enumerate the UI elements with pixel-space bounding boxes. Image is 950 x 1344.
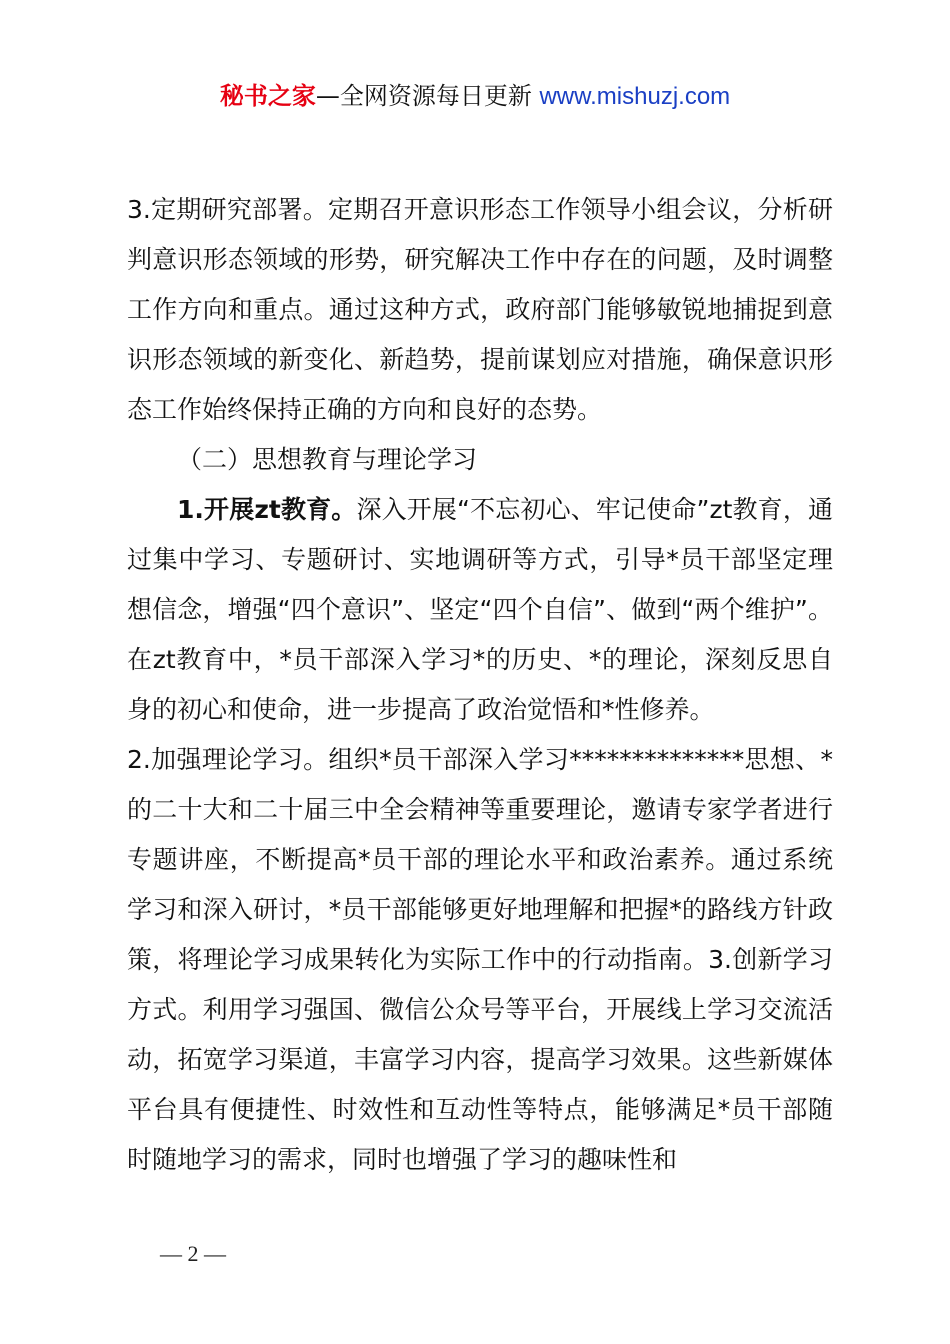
site-tagline: —全网资源每日更新 — [315, 82, 532, 110]
paragraph-education — [127, 485, 833, 735]
paragraph-education-lead: 1.开展zt教育。 — [177, 495, 357, 524]
document-body — [127, 185, 833, 1185]
site-brand: 秘书之家 — [219, 82, 316, 110]
site-watermark-header — [0, 80, 950, 113]
paragraph-education-body: 深入开展“不忘初心、牢记使命”zt教育，通过集中学习、专题研讨、实地调研等方式，引导*员干部坚定理想信念，增强“四个意识”、坚定“四个自信”、做到“两个维护”。在zt教育中，*员干部深入学习*的历史、*的理论，深刻反思自身的初心和使命，进一步提高了政治觉悟和*性修养。 — [127, 495, 833, 724]
site-url-link[interactable]: www.mishuzj.com — [539, 83, 731, 110]
section-heading: （二）思想教育与理论学习 — [177, 445, 478, 474]
paragraph-regular-research: 3.定期研究部署。定期召开意识形态工作领导小组会议，分析研判意识形态领域的形势，研究解决工作中存在的问题，及时调整工作方向和重点。通过这种方式，政府部门能够敏锐地捕捉到意识形态领域的新变化、新趋势，提前谋划应对措施，确保意识形态工作始终保持正确的方向和良好的态势。 — [127, 195, 833, 424]
page-number: — 2 — — [160, 1241, 226, 1266]
paragraph-theory-study: 2.加强理论学习。组织*员干部深入学习**************思想、*的二十大和二十届三中全会精神等重要理论，邀请专家学者进行专题讲座，不断提高*员干部的理论水平和政治素养。通过系统学习和深入研讨，*员干部能够更好地理解和把握*的路线方针政策，将理论学习成果转化为实际工作中的行动指南。3.创新学习方式。利用学习强国、微信公众号等平台，开展线上学习交流活动，拓宽学习渠道，丰富学习内容，提高学习效果。这些新媒体平台具有便捷性、时效性和互动性等特点，能够满足*员干部随时随地学习的需求，同时也增强了学习的趣味性和 — [127, 745, 833, 1174]
